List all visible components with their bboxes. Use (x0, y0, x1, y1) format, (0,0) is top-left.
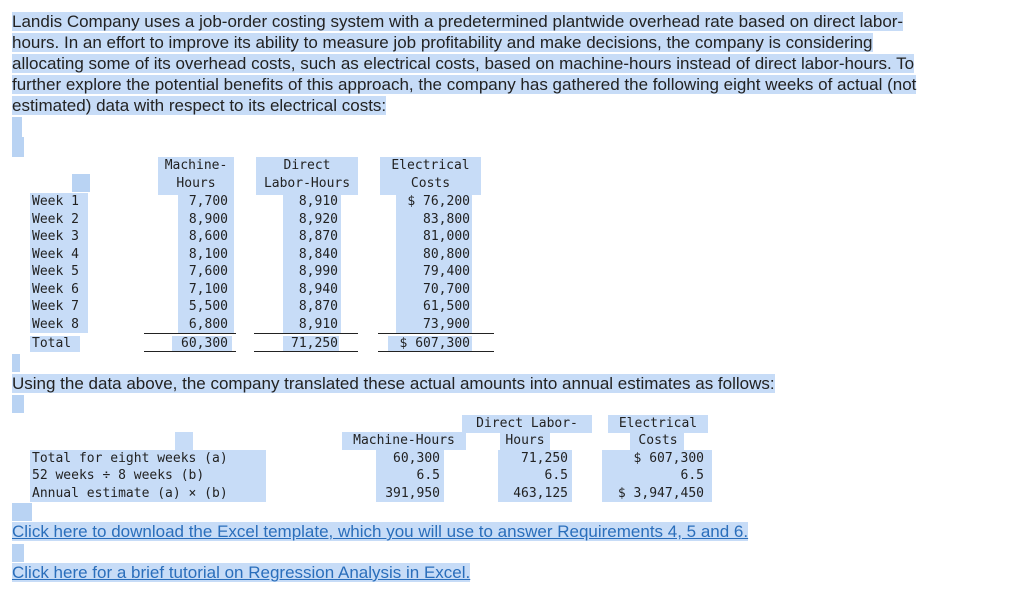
regression-tutorial-link-text: Click here for a brief tutorial on Regression Analysis in Excel. (12, 563, 471, 582)
cell-electrical-costs: 6.5 (680, 468, 704, 483)
cell-machine-hours: 7,700 (188, 194, 228, 209)
cell-electrical-costs: 70,700 (423, 281, 470, 297)
cell-machine-hours: 6,800 (188, 316, 228, 332)
selection-marker (12, 544, 24, 562)
header-electrical-costs: Costs (410, 176, 451, 191)
row-label: Week 2 (32, 211, 79, 227)
header-machine-hours: Hours (176, 176, 216, 191)
header-electrical-costs: Costs (638, 433, 678, 448)
header-direct-labor-hours: Direct (283, 158, 331, 173)
total-electrical-costs: $ 607,300 (399, 336, 470, 351)
cell-machine-hours: 5,500 (188, 299, 228, 314)
selection-marker (12, 395, 24, 413)
row-label: Week 6 (32, 281, 79, 297)
intro-line: allocating some of its overhead costs, such as electrical costs, based on machine-hours instead of direct labor-hours. To (12, 54, 915, 73)
header-electrical-costs: Electrical (391, 158, 470, 173)
cell-machine-hours: 391,950 (385, 485, 440, 501)
cell-direct-labor-hours: 463,125 (513, 485, 568, 501)
cell-electrical-costs: 80,800 (423, 246, 470, 262)
row-label: Week 3 (32, 229, 79, 244)
cell-machine-hours: 60,300 (393, 451, 440, 466)
cell-machine-hours: 8,900 (188, 211, 228, 227)
double-rule (378, 351, 494, 352)
total-rule (378, 333, 494, 334)
row-label: 52 weeks ÷ 8 weeks (b) (32, 468, 205, 483)
cell-machine-hours: 8,100 (188, 246, 228, 262)
cell-electrical-costs: 73,900 (423, 316, 470, 332)
cell-direct-labor-hours: 8,910 (298, 316, 338, 332)
cell-direct-labor-hours: 8,990 (298, 264, 338, 279)
header-electrical-costs: Electrical (618, 416, 698, 431)
selection-marker (12, 117, 22, 137)
cell-machine-hours: 7,100 (188, 281, 228, 297)
selection-marker (12, 354, 20, 372)
header-direct-labor-hours: Hours (505, 433, 545, 448)
cell-electrical-costs: 61,500 (423, 299, 470, 314)
row-label: Annual estimate (a) × (b) (32, 485, 228, 501)
intro-line: estimated) data with respect to its electrical costs: (12, 96, 387, 115)
cell-electrical-costs: $ 3,947,450 (617, 485, 704, 501)
header-direct-labor-hours: Direct Labor- (476, 416, 578, 431)
cell-direct-labor-hours: 8,910 (298, 194, 338, 209)
cell-direct-labor-hours: 8,870 (298, 299, 338, 314)
header-machine-hours: Machine- (164, 158, 228, 173)
intro-line: further explore the potential benefits of this approach, the company has gathered the following eight weeks of actual (not (12, 75, 917, 94)
cell-machine-hours: 6.5 (416, 468, 440, 483)
row-label: Week 1 (32, 194, 79, 209)
cell-direct-labor-hours: 6.5 (544, 468, 568, 483)
total-label: Total (32, 336, 72, 351)
selection-marker (12, 503, 32, 521)
cell-direct-labor-hours: 8,920 (298, 211, 338, 227)
double-rule (254, 351, 358, 352)
cell-machine-hours: 7,600 (188, 264, 228, 279)
excel-template-link-text: Click here to download the Excel template, which you will use to answer Requirements 4, 5 and 6. (12, 522, 749, 541)
selection-marker (72, 174, 90, 192)
total-rule (144, 333, 236, 334)
intro-paragraph (12, 11, 1012, 116)
cell-electrical-costs: 79,400 (423, 264, 470, 279)
cell-direct-labor-hours: 8,840 (298, 246, 338, 262)
row-label: Week 7 (32, 299, 79, 314)
header-machine-hours: Machine-Hours (353, 433, 455, 448)
cell-electrical-costs: $ 607,300 (633, 451, 704, 466)
cell-electrical-costs: 81,000 (423, 229, 470, 244)
regression-tutorial-link[interactable] (12, 562, 470, 583)
row-label: Week 5 (32, 264, 79, 279)
row-label: Week 4 (32, 246, 79, 262)
row-label: Week 8 (32, 316, 79, 332)
intro-line: Landis Company uses a job-order costing system with a predetermined plantwide overhead rate based on direct labor- (12, 12, 904, 31)
annual-estimate-intro (12, 373, 775, 394)
cell-direct-labor-hours: 8,870 (298, 229, 338, 244)
selection-marker (12, 137, 24, 157)
row-label: Total for eight weeks (a) (32, 451, 228, 466)
cell-electrical-costs: $ 76,200 (407, 194, 470, 209)
mid-text: Using the data above, the company translated these actual amounts into annual estimates as follows: (12, 374, 775, 393)
cell-electrical-costs: 83,800 (423, 211, 470, 227)
double-rule (144, 351, 236, 352)
cell-direct-labor-hours: 71,250 (521, 451, 568, 466)
total-machine-hours: 60,300 (181, 336, 228, 351)
excel-template-link[interactable] (12, 521, 748, 542)
header-direct-labor-hours: Labor-Hours (263, 176, 351, 191)
cell-direct-labor-hours: 8,940 (298, 281, 338, 297)
total-direct-labor-hours: 71,250 (291, 336, 338, 351)
cell-machine-hours: 8,600 (188, 229, 228, 244)
intro-line: hours. In an effort to improve its ability to measure job profitability and make decisions, the company is considering (12, 33, 873, 52)
total-rule (254, 333, 358, 334)
